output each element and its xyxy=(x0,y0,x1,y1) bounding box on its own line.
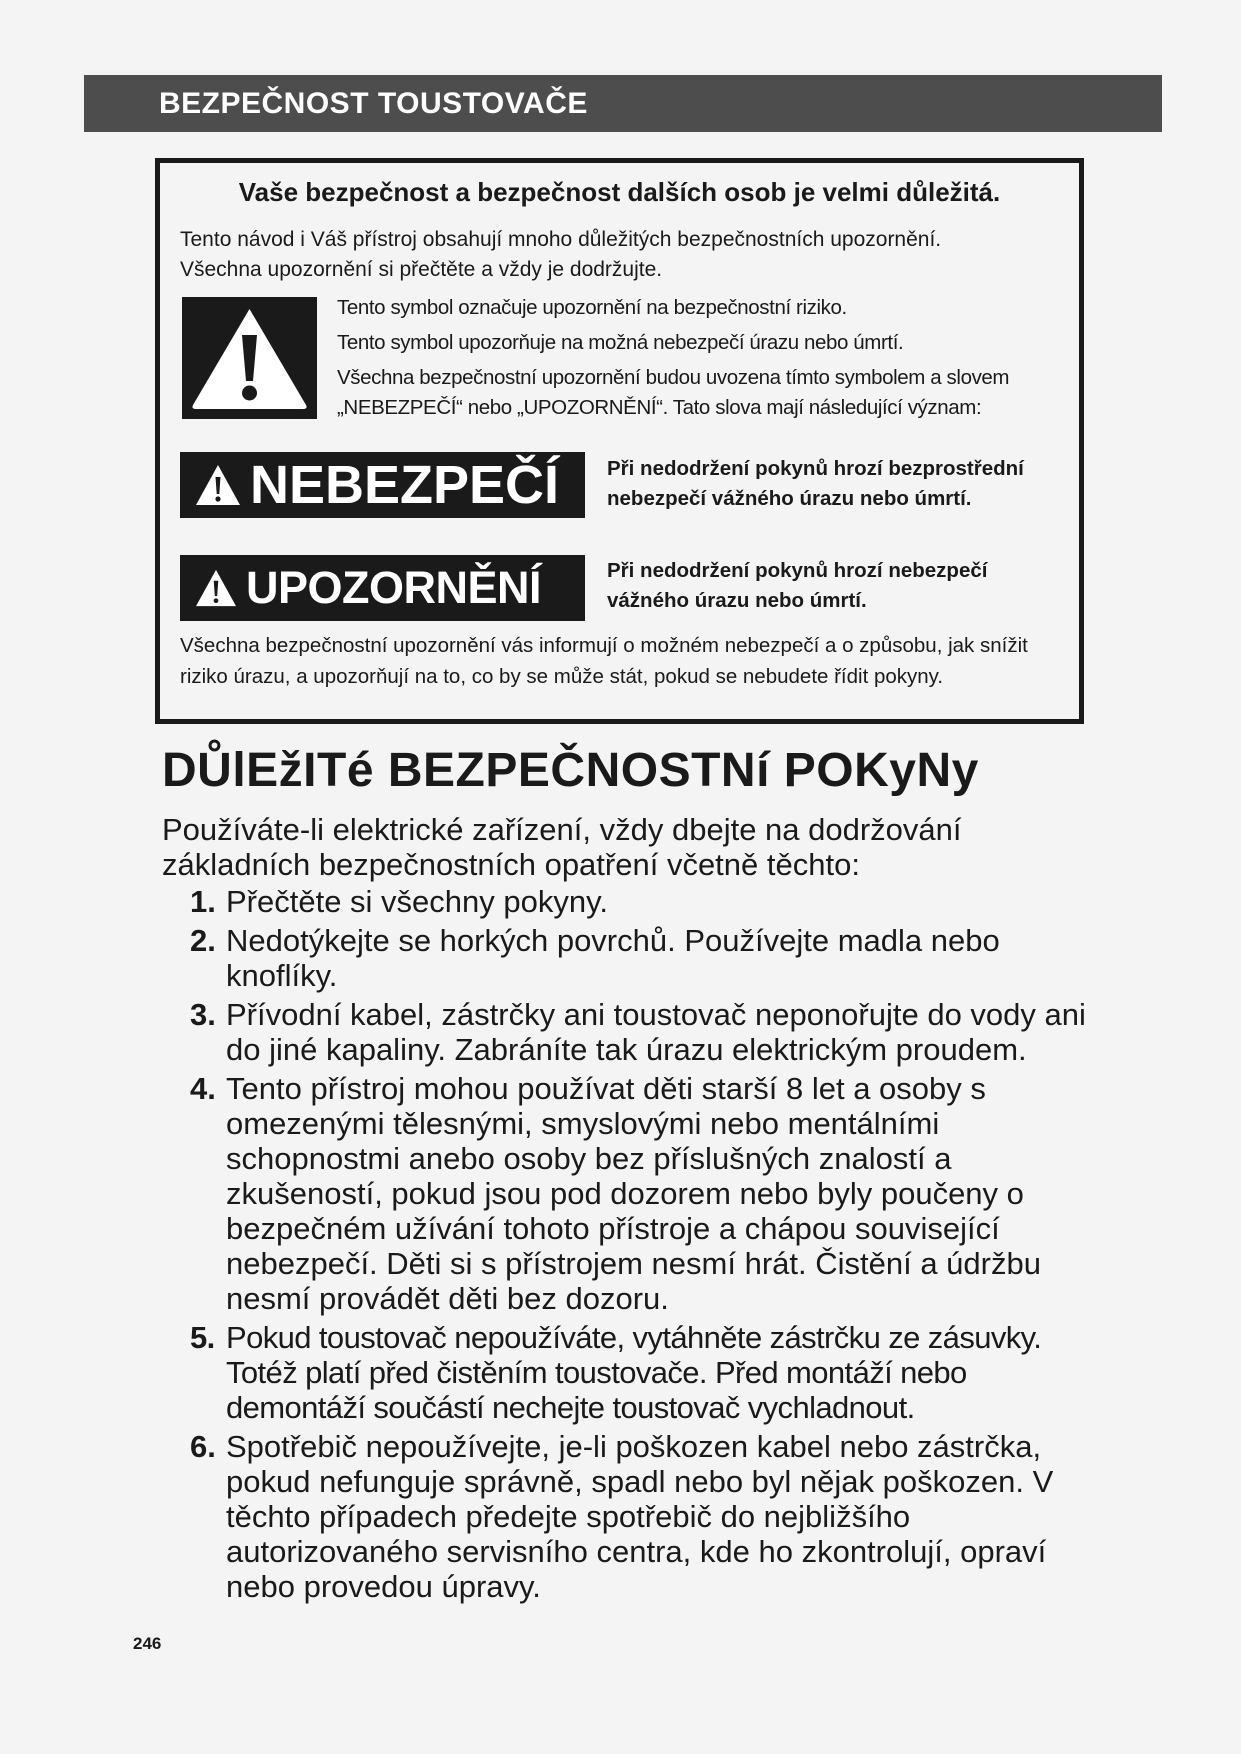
item-text: Pokud toustovač nepoužíváte, vytáhněte zástrčku ze zásuvky. Totéž platí před čistěním toustovače. Před montáží nebo demontáží součástí nechejte toustovač vychladnout. xyxy=(226,1320,1042,1425)
warning-triangle-icon xyxy=(194,463,242,507)
warning-description: Při nedodržení pokynů hrozí nebezpečí vážného úrazu nebo úmrtí. xyxy=(607,559,988,612)
symbol-line: Tento symbol upozorňuje na možná nebezpečí úrazu nebo úmrtí. xyxy=(337,331,904,354)
list-item xyxy=(190,1071,1090,1316)
danger-signal-label xyxy=(180,452,585,518)
list-item xyxy=(190,923,1090,993)
danger-description: Při nedodržení pokynů hrozí bezprostřední nebezpečí vážného úrazu nebo úmrtí. xyxy=(607,457,1024,510)
list-item xyxy=(190,997,1090,1067)
item-text: Přečtěte si všechny pokyny. xyxy=(226,884,608,919)
danger-label-text: NEBEZPEČÍ xyxy=(250,455,560,515)
item-text: Přívodní kabel, zástrčky ani toustovač neponořujte do vody ani do jiné kapaliny. Zabráníte tak úrazu elektrickým proudem. xyxy=(226,997,1086,1067)
safety-box-footer: Všechna bezpečnostní upozornění vás informují o možném nebezpečí a o způsobu, jak snížit riziko úrazu, a upozorňují na to, co by se může stát, pokud se nebudete řídit pokyny. xyxy=(180,634,1028,688)
list-item xyxy=(190,884,1090,919)
item-number: 2. xyxy=(190,923,216,958)
symbol-explanation xyxy=(337,293,1082,428)
item-number: 6. xyxy=(190,1429,216,1464)
intro-line: Tento návod i Váš přístroj obsahují mnoho důležitých bezpečnostních upozornění. xyxy=(180,228,942,251)
intro-line: Všechna upozornění si přečtěte a vždy je dodržujte. xyxy=(180,258,663,281)
safety-notice-box xyxy=(155,158,1084,724)
warning-triangle-icon xyxy=(194,568,238,608)
symbol-line: Tento symbol označuje upozornění na bezpečnostní riziko. xyxy=(337,296,847,319)
item-number: 3. xyxy=(190,997,216,1032)
page-title: DŮlEžITé BEZPEČNOSTNí POKyNy xyxy=(162,744,979,797)
instruction-list xyxy=(190,884,1090,1608)
list-item xyxy=(190,1429,1090,1604)
item-number: 1. xyxy=(190,884,216,919)
section-header: BEZPEČNOST TOUSTOVAČE xyxy=(84,75,1162,132)
item-text: Nedotýkejte se horkých povrchů. Používejte madla nebo knoflíky. xyxy=(226,923,1000,993)
safety-alert-icon xyxy=(182,297,317,419)
safety-box-intro xyxy=(180,225,1060,285)
item-number: 5. xyxy=(190,1320,215,1355)
safety-box-heading: Vaše bezpečnost a bezpečnost dalších osob je velmi důležitá. xyxy=(238,177,1001,207)
warning-label-text: UPOZORNĚNÍ xyxy=(246,562,542,613)
item-text: Spotřebič nepoužívejte, je-li poškozen kabel nebo zástrčka, pokud nefunguje správně, spadl nebo byl nějak poškozen. V těchto případech předejte spotřebič do nejbližšího autorizovaného servisního centra, kde ho zkontrolují, opraví nebo provedou úpravy. xyxy=(226,1429,1054,1604)
lead-paragraph: Používáte-li elektrické zařízení, vždy dbejte na dodržování základních bezpečnostních opatření včetně těchto: xyxy=(162,812,962,882)
list-item xyxy=(190,1320,1090,1425)
page-number: 246 xyxy=(133,1634,162,1653)
warning-signal-label xyxy=(180,555,585,621)
item-text: Tento přístroj mohou používat děti starší 8 let a osoby s omezenými tělesnými, smyslovými nebo mentálními schopnostmi anebo osoby bez příslušných znalostí a zkušeností, pokud jsou pod dozorem nebo byly poučeny o bezpečném užívání tohoto přístroje a chápou související nebezpečí. Děti si s přístrojem nesmí hrát. Čistění a údržbu nesmí provádět děti bez dozoru. xyxy=(226,1071,1041,1316)
item-number: 4. xyxy=(190,1071,216,1106)
symbol-line: Všechna bezpečnostní upozornění budou uvozena tímto symbolem a slovem „NEBEZPEČÍ“ nebo „UPOZORNĚNÍ“. Tato slova mají následující význam: xyxy=(337,366,1010,419)
